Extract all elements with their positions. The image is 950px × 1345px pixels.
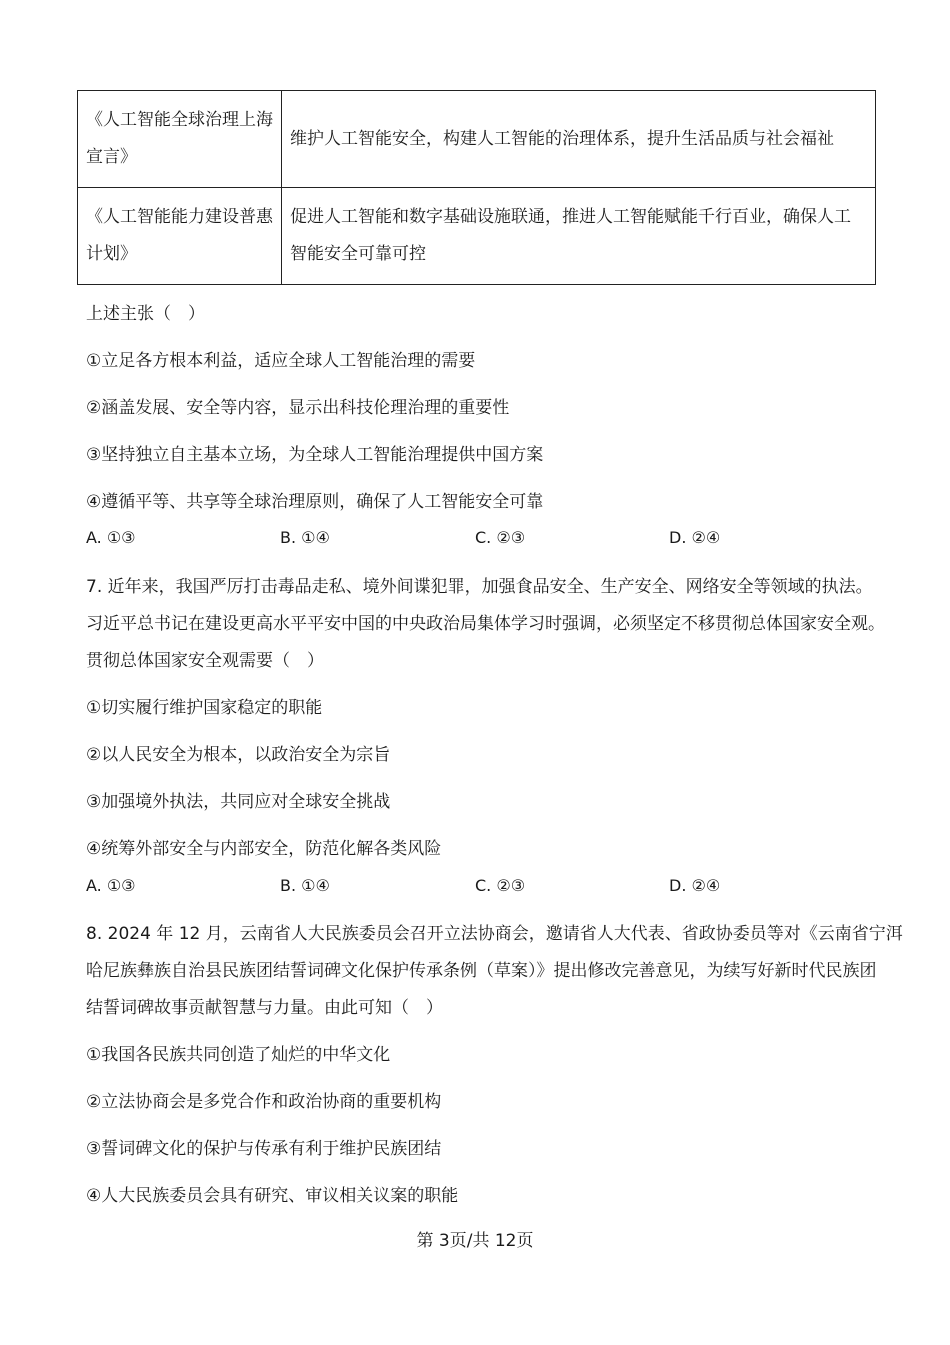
table-cell-name: 《人工智能全球治理上海宣言》 xyxy=(78,91,282,188)
q7-options xyxy=(86,876,886,898)
q8-item-1: ①我国各民族共同创造了灿烂的中华文化 xyxy=(86,1045,391,1065)
q7-option-d: D. ②④ xyxy=(669,876,721,895)
table-cell-content: 维护人工智能安全，构建人工智能的治理体系，提升生活品质与社会福祉 xyxy=(282,91,876,188)
q6-option-c: C. ②③ xyxy=(475,528,526,547)
table-cell-content: 促进人工智能和数字基础设施联通，推进人工智能赋能千行百业，确保人工智能安全可靠可控 xyxy=(282,188,876,285)
q7-item-4: ④统筹外部安全与内部安全，防范化解各类风险 xyxy=(86,839,442,859)
table-row xyxy=(78,188,876,285)
q7-option-c: C. ②③ xyxy=(475,876,526,895)
q7-option-b: B. ①④ xyxy=(280,876,330,895)
q6-options xyxy=(86,528,886,550)
q8-stem-line-2: 哈尼族彝族自治县民族团结誓词碑文化保护传承条例（草案）》提出修改完善意见，为续写好新时代民族团 xyxy=(86,961,877,981)
table-row xyxy=(78,91,876,188)
q7-option-a: A. ①③ xyxy=(86,876,136,895)
q7-stem-line-1: 7. 近年来，我国严厉打击毒品走私、境外间谍犯罪，加强食品安全、生产安全、网络安全等领域的执法。 xyxy=(86,577,873,597)
q7-stem-line-2: 习近平总书记在建设更高水平平安中国的中央政治局集体学习时强调，必须坚定不移贯彻总体国家安全观。 xyxy=(86,614,885,634)
q7-item-2: ②以人民安全为根本，以政治安全为宗旨 xyxy=(86,745,391,765)
q6-item-3: ③坚持独立自主基本立场，为全球人工智能治理提供中国方案 xyxy=(86,445,544,465)
page-number: 第 3页/共 12页 xyxy=(416,1231,534,1251)
q6-option-a: A. ①③ xyxy=(86,528,136,547)
q8-item-3: ③誓词碑文化的保护与传承有利于维护民族团结 xyxy=(86,1139,442,1159)
q8-item-2: ②立法协商会是多党合作和政治协商的重要机构 xyxy=(86,1092,442,1112)
q8-item-4: ④人大民族委员会具有研究、审议相关议案的职能 xyxy=(86,1186,459,1206)
q8-stem-line-3: 结誓词碑故事贡献智慧与力量。由此可知（ ） xyxy=(86,998,443,1018)
q6-stem: 上述主张（ ） xyxy=(86,304,205,324)
q8-stem-line-1: 8. 2024 年 12 月，云南省人大民族委员会召开立法协商会，邀请省人大代表、省政协委员等对《云南省宁洱 xyxy=(86,924,903,944)
q6-item-4: ④遵循平等、共享等全球治理原则，确保了人工智能安全可靠 xyxy=(86,492,544,512)
q6-option-d: D. ②④ xyxy=(669,528,721,547)
q7-item-3: ③加强境外执法，共同应对全球安全挑战 xyxy=(86,792,391,812)
q7-item-1: ①切实履行维护国家稳定的职能 xyxy=(86,698,323,718)
table-cell-name: 《人工智能能力建设普惠计划》 xyxy=(78,188,282,285)
q6-item-1: ①立足各方根本利益，适应全球人工智能治理的需要 xyxy=(86,351,476,371)
q6-option-b: B. ①④ xyxy=(280,528,330,547)
q6-item-2: ②涵盖发展、安全等内容，显示出科技伦理治理的重要性 xyxy=(86,398,510,418)
content-table xyxy=(77,90,876,285)
q7-stem-line-3: 贯彻总体国家安全观需要（ ） xyxy=(86,651,324,671)
